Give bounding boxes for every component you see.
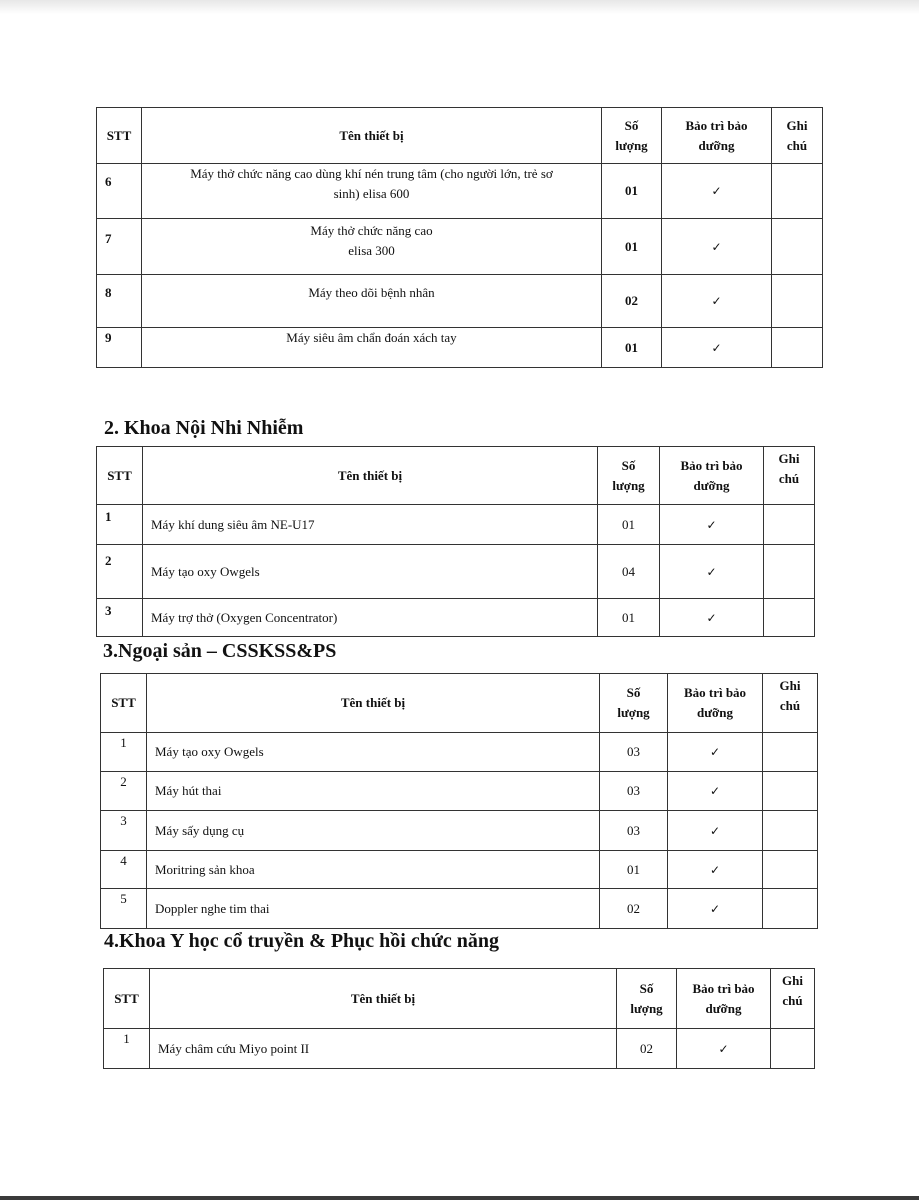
table-row bbox=[104, 1029, 815, 1069]
row-stt: 4 bbox=[101, 851, 147, 889]
header-maintenance: Bảo trì bảo dưỡng bbox=[677, 969, 771, 1029]
row-qty: 02 bbox=[617, 1029, 677, 1069]
header-maintenance: Bảo trì bảo dưỡng bbox=[662, 108, 772, 164]
table-row bbox=[97, 164, 823, 219]
equipment-table-ngoai-san bbox=[100, 673, 818, 929]
header-name: Tên thiết bị bbox=[150, 969, 617, 1029]
row-note bbox=[763, 811, 818, 851]
table-row bbox=[101, 889, 818, 929]
row-qty: 01 bbox=[602, 219, 662, 275]
row-stt: 2 bbox=[101, 772, 147, 811]
header-note: Ghi chú bbox=[763, 674, 818, 733]
row-name: Máy tạo oxy Owgels bbox=[147, 733, 600, 772]
row-name: Moritring sản khoa bbox=[147, 851, 600, 889]
row-name: Máy châm cứu Miyo point II bbox=[150, 1029, 617, 1069]
row-qty: 02 bbox=[602, 275, 662, 328]
header-maintenance: Bảo trì bảo dưỡng bbox=[668, 674, 763, 733]
header-note: Ghi chú bbox=[771, 969, 815, 1029]
row-qty: 03 bbox=[600, 811, 668, 851]
row-qty: 01 bbox=[602, 328, 662, 368]
table-row bbox=[97, 219, 823, 275]
header-maintenance: Bảo trì bảo dưỡng bbox=[660, 447, 764, 505]
header-name: Tên thiết bị bbox=[143, 447, 598, 505]
row-qty: 04 bbox=[598, 545, 660, 599]
row-note bbox=[763, 851, 818, 889]
header-qty: Số lượng bbox=[600, 674, 668, 733]
row-stt: 2 bbox=[97, 545, 143, 599]
table-header-row bbox=[97, 447, 815, 505]
row-qty: 01 bbox=[598, 505, 660, 545]
check-mark-icon: ✓ bbox=[668, 811, 763, 851]
table-header-row bbox=[104, 969, 815, 1029]
check-mark-icon: ✓ bbox=[668, 733, 763, 772]
header-note: Ghi chú bbox=[764, 447, 815, 505]
equipment-table-noi-nhi-nhiem bbox=[96, 446, 815, 637]
table-header-row bbox=[97, 108, 823, 164]
check-mark-icon: ✓ bbox=[662, 164, 772, 219]
check-mark-icon: ✓ bbox=[660, 599, 764, 637]
table-row bbox=[101, 811, 818, 851]
header-note: Ghi chú bbox=[772, 108, 823, 164]
header-qty: Số lượng bbox=[598, 447, 660, 505]
table-row bbox=[97, 545, 815, 599]
row-qty: 01 bbox=[600, 851, 668, 889]
row-note bbox=[764, 599, 815, 637]
equipment-table-yhct-phcn bbox=[103, 968, 815, 1069]
row-note bbox=[772, 275, 823, 328]
row-stt: 1 bbox=[104, 1029, 150, 1069]
table-header-row bbox=[101, 674, 818, 733]
row-stt: 1 bbox=[97, 505, 143, 545]
row-name: Máy thở chức năng cao dùng khí nén trung tâm (cho người lớn, trẻ sơ sinh) elisa 600 bbox=[142, 164, 602, 219]
header-stt: STT bbox=[101, 674, 147, 733]
row-qty: 02 bbox=[600, 889, 668, 929]
table-row bbox=[97, 599, 815, 637]
row-note bbox=[763, 772, 818, 811]
page-top-shadow bbox=[0, 0, 919, 14]
row-name: Máy siêu âm chẩn đoán xách tay bbox=[142, 328, 602, 368]
header-qty: Số lượng bbox=[602, 108, 662, 164]
row-name: Máy trợ thở (Oxygen Concentrator) bbox=[143, 599, 598, 637]
row-note bbox=[771, 1029, 815, 1069]
row-stt: 9 bbox=[97, 328, 142, 368]
check-mark-icon: ✓ bbox=[668, 889, 763, 929]
row-name: Máy thở chức năng cao elisa 300 bbox=[142, 219, 602, 275]
row-stt: 1 bbox=[101, 733, 147, 772]
row-qty: 01 bbox=[602, 164, 662, 219]
header-stt: STT bbox=[97, 108, 142, 164]
header-qty: Số lượng bbox=[617, 969, 677, 1029]
row-note bbox=[772, 328, 823, 368]
header-name: Tên thiết bị bbox=[147, 674, 600, 733]
header-stt: STT bbox=[104, 969, 150, 1029]
row-name: Máy tạo oxy Owgels bbox=[143, 545, 598, 599]
row-qty: 03 bbox=[600, 733, 668, 772]
check-mark-icon: ✓ bbox=[668, 772, 763, 811]
row-stt: 7 bbox=[97, 219, 142, 275]
row-stt: 3 bbox=[101, 811, 147, 851]
table-row bbox=[101, 772, 818, 811]
row-stt: 5 bbox=[101, 889, 147, 929]
section-3-title: 3.Ngoại sản – CSSKSS&PS bbox=[103, 640, 337, 662]
row-name: Máy sấy dụng cụ bbox=[147, 811, 600, 851]
row-note bbox=[763, 889, 818, 929]
row-stt: 8 bbox=[97, 275, 142, 328]
row-stt: 6 bbox=[97, 164, 142, 219]
table-row bbox=[101, 851, 818, 889]
row-name: Máy theo dõi bệnh nhân bbox=[142, 275, 602, 328]
row-name: Doppler nghe tim thai bbox=[147, 889, 600, 929]
header-stt: STT bbox=[97, 447, 143, 505]
check-mark-icon: ✓ bbox=[662, 328, 772, 368]
row-name: Máy khí dung siêu âm NE-U17 bbox=[143, 505, 598, 545]
check-mark-icon: ✓ bbox=[662, 275, 772, 328]
row-note bbox=[764, 545, 815, 599]
equipment-table-continued bbox=[96, 107, 823, 368]
table-row bbox=[97, 505, 815, 545]
row-note bbox=[764, 505, 815, 545]
page-bottom-edge bbox=[0, 1196, 919, 1200]
row-note bbox=[772, 219, 823, 275]
table-row bbox=[97, 275, 823, 328]
header-name: Tên thiết bị bbox=[142, 108, 602, 164]
row-qty: 03 bbox=[600, 772, 668, 811]
check-mark-icon: ✓ bbox=[668, 851, 763, 889]
section-4-title: 4.Khoa Y học cổ truyền & Phục hồi chức năng bbox=[104, 930, 499, 952]
row-note bbox=[772, 164, 823, 219]
row-note bbox=[763, 733, 818, 772]
row-stt: 3 bbox=[97, 599, 143, 637]
table-row bbox=[101, 733, 818, 772]
check-mark-icon: ✓ bbox=[660, 545, 764, 599]
check-mark-icon: ✓ bbox=[660, 505, 764, 545]
table-row bbox=[97, 328, 823, 368]
row-name: Máy hút thai bbox=[147, 772, 600, 811]
row-qty: 01 bbox=[598, 599, 660, 637]
check-mark-icon: ✓ bbox=[662, 219, 772, 275]
check-mark-icon: ✓ bbox=[677, 1029, 771, 1069]
section-2-title: 2. Khoa Nội Nhi Nhiễm bbox=[104, 417, 304, 439]
